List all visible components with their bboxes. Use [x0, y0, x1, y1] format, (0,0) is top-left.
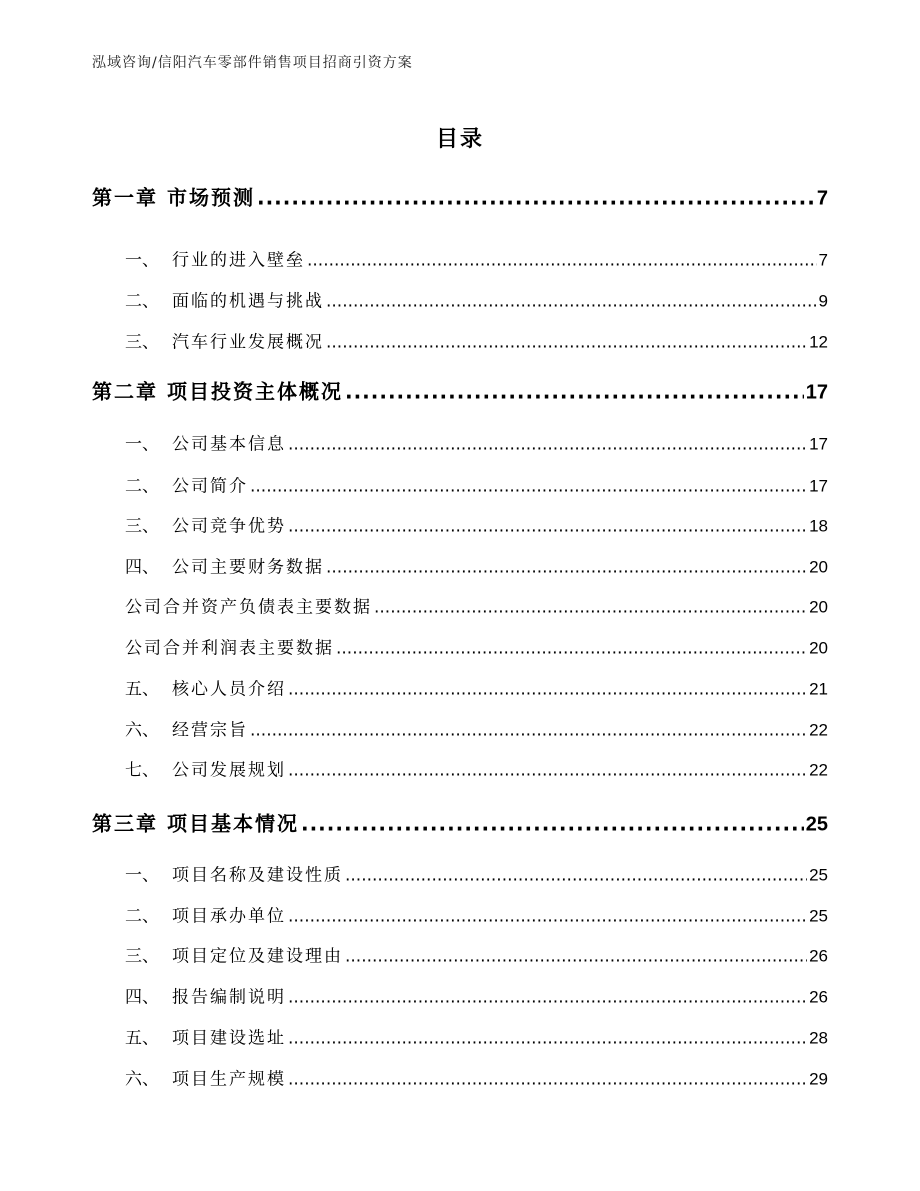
dot-leader — [307, 251, 817, 271]
entry-label: 核心人员介绍 — [172, 679, 286, 700]
entry-label: 公司合并资产负债表主要数据 — [125, 597, 372, 618]
entry-number: 二、 — [125, 291, 159, 312]
toc-section-entry[interactable] — [125, 287, 828, 312]
entry-page-number: 29 — [809, 1069, 828, 1089]
toc-chapter-entry[interactable] — [92, 182, 828, 211]
entry-number: 三、 — [125, 946, 159, 967]
entry-label: 公司简介 — [172, 476, 248, 497]
toc-section-entry[interactable] — [125, 716, 828, 741]
dot-leader — [288, 435, 807, 455]
entry-label: 公司合并利润表主要数据 — [125, 638, 334, 659]
dot-leader — [301, 812, 804, 836]
entry-label: 公司发展规划 — [172, 760, 286, 781]
dot-leader — [288, 517, 807, 537]
entry-page-number: 28 — [809, 1028, 828, 1048]
entry-page-number: 26 — [809, 946, 828, 966]
entry-number: 七、 — [125, 760, 159, 781]
entry-label: 公司竞争优势 — [172, 516, 286, 537]
entry-label: 公司基本信息 — [172, 434, 286, 455]
entry-page-number: 22 — [809, 760, 828, 780]
entry-label: 经营宗旨 — [172, 720, 248, 741]
dot-leader — [345, 380, 804, 404]
toc-chapter-entry[interactable] — [92, 376, 828, 405]
toc-chapter-entry[interactable] — [92, 808, 828, 837]
toc-section-entry[interactable] — [125, 328, 828, 353]
entry-label: 行业的进入壁垒 — [172, 250, 305, 271]
toc-section-entry[interactable] — [125, 246, 828, 271]
dot-leader — [288, 761, 807, 781]
dot-leader — [326, 558, 807, 578]
entry-page-number: 18 — [809, 516, 828, 536]
entry-page-number: 7 — [818, 250, 828, 270]
toc-section-entry[interactable] — [125, 634, 828, 659]
entry-page-number: 25 — [805, 813, 828, 836]
toc-section-entry[interactable] — [125, 553, 828, 578]
entry-label: 项目定位及建设理由 — [172, 946, 343, 967]
dot-leader — [288, 988, 807, 1008]
entry-page-number: 20 — [809, 597, 828, 617]
entry-label: 公司主要财务数据 — [172, 557, 324, 578]
entry-number: 五、 — [125, 679, 159, 700]
toc-title: 目录 — [435, 127, 484, 152]
entry-number: 五、 — [125, 1028, 159, 1049]
entry-page-number: 9 — [818, 291, 828, 311]
entry-number: 四、 — [125, 557, 159, 578]
entry-page-number: 21 — [809, 679, 828, 699]
entry-page-number: 12 — [809, 332, 828, 352]
toc-section-entry[interactable] — [125, 472, 828, 497]
entry-number: 三、 — [125, 516, 159, 537]
entry-page-number: 25 — [809, 906, 828, 926]
entry-page-number: 26 — [809, 987, 828, 1007]
toc-section-entry[interactable] — [125, 1065, 828, 1090]
entry-number: 二、 — [125, 906, 159, 927]
entry-label: 第三章 项目基本情况 — [92, 811, 299, 836]
entry-number: 六、 — [125, 1069, 159, 1090]
entry-number: 四、 — [125, 987, 159, 1008]
toc-section-entry[interactable] — [125, 983, 828, 1008]
running-header: 泓域咨询/信阳汽车零部件销售项目招商引资方案 — [92, 55, 413, 71]
entry-label: 项目名称及建设性质 — [172, 865, 343, 886]
toc-section-entry[interactable] — [125, 902, 828, 927]
entry-page-number: 22 — [809, 720, 828, 740]
entry-page-number: 7 — [816, 187, 828, 210]
dot-leader — [257, 186, 815, 210]
dot-leader — [288, 1070, 807, 1090]
entry-label: 项目承办单位 — [172, 906, 286, 927]
dot-leader — [345, 866, 807, 886]
entry-page-number: 20 — [809, 638, 828, 658]
toc-section-entry[interactable] — [125, 942, 828, 967]
dot-leader — [326, 333, 807, 353]
entry-page-number: 17 — [809, 476, 828, 496]
entry-number: 一、 — [125, 250, 159, 271]
dot-leader — [250, 477, 807, 497]
entry-number: 一、 — [125, 865, 159, 886]
dot-leader — [336, 639, 807, 659]
toc-section-entry[interactable] — [125, 593, 828, 618]
toc-section-entry[interactable] — [125, 756, 828, 781]
toc-section-entry[interactable] — [125, 675, 828, 700]
entry-label: 第一章 市场预测 — [92, 185, 255, 210]
entry-number: 一、 — [125, 434, 159, 455]
entry-page-number: 17 — [805, 381, 828, 404]
dot-leader — [288, 1029, 807, 1049]
toc-section-entry[interactable] — [125, 1024, 828, 1049]
entry-label: 第二章 项目投资主体概况 — [92, 379, 343, 404]
toc-section-entry[interactable] — [125, 430, 828, 455]
entry-label: 报告编制说明 — [172, 987, 286, 1008]
dot-leader — [374, 598, 807, 618]
toc-section-entry[interactable] — [125, 861, 828, 886]
entry-page-number: 25 — [809, 865, 828, 885]
entry-label: 项目建设选址 — [172, 1028, 286, 1049]
dot-leader — [326, 292, 817, 312]
entry-label: 汽车行业发展概况 — [172, 332, 324, 353]
dot-leader — [288, 907, 807, 927]
toc-section-entry[interactable] — [125, 512, 828, 537]
dot-leader — [250, 721, 807, 741]
entry-label: 项目生产规模 — [172, 1069, 286, 1090]
dot-leader — [345, 947, 807, 967]
entry-label: 面临的机遇与挑战 — [172, 291, 324, 312]
entry-number: 六、 — [125, 720, 159, 741]
entry-number: 三、 — [125, 332, 159, 353]
dot-leader — [288, 680, 807, 700]
entry-page-number: 17 — [809, 434, 828, 454]
entry-number: 二、 — [125, 476, 159, 497]
entry-page-number: 20 — [809, 557, 828, 577]
